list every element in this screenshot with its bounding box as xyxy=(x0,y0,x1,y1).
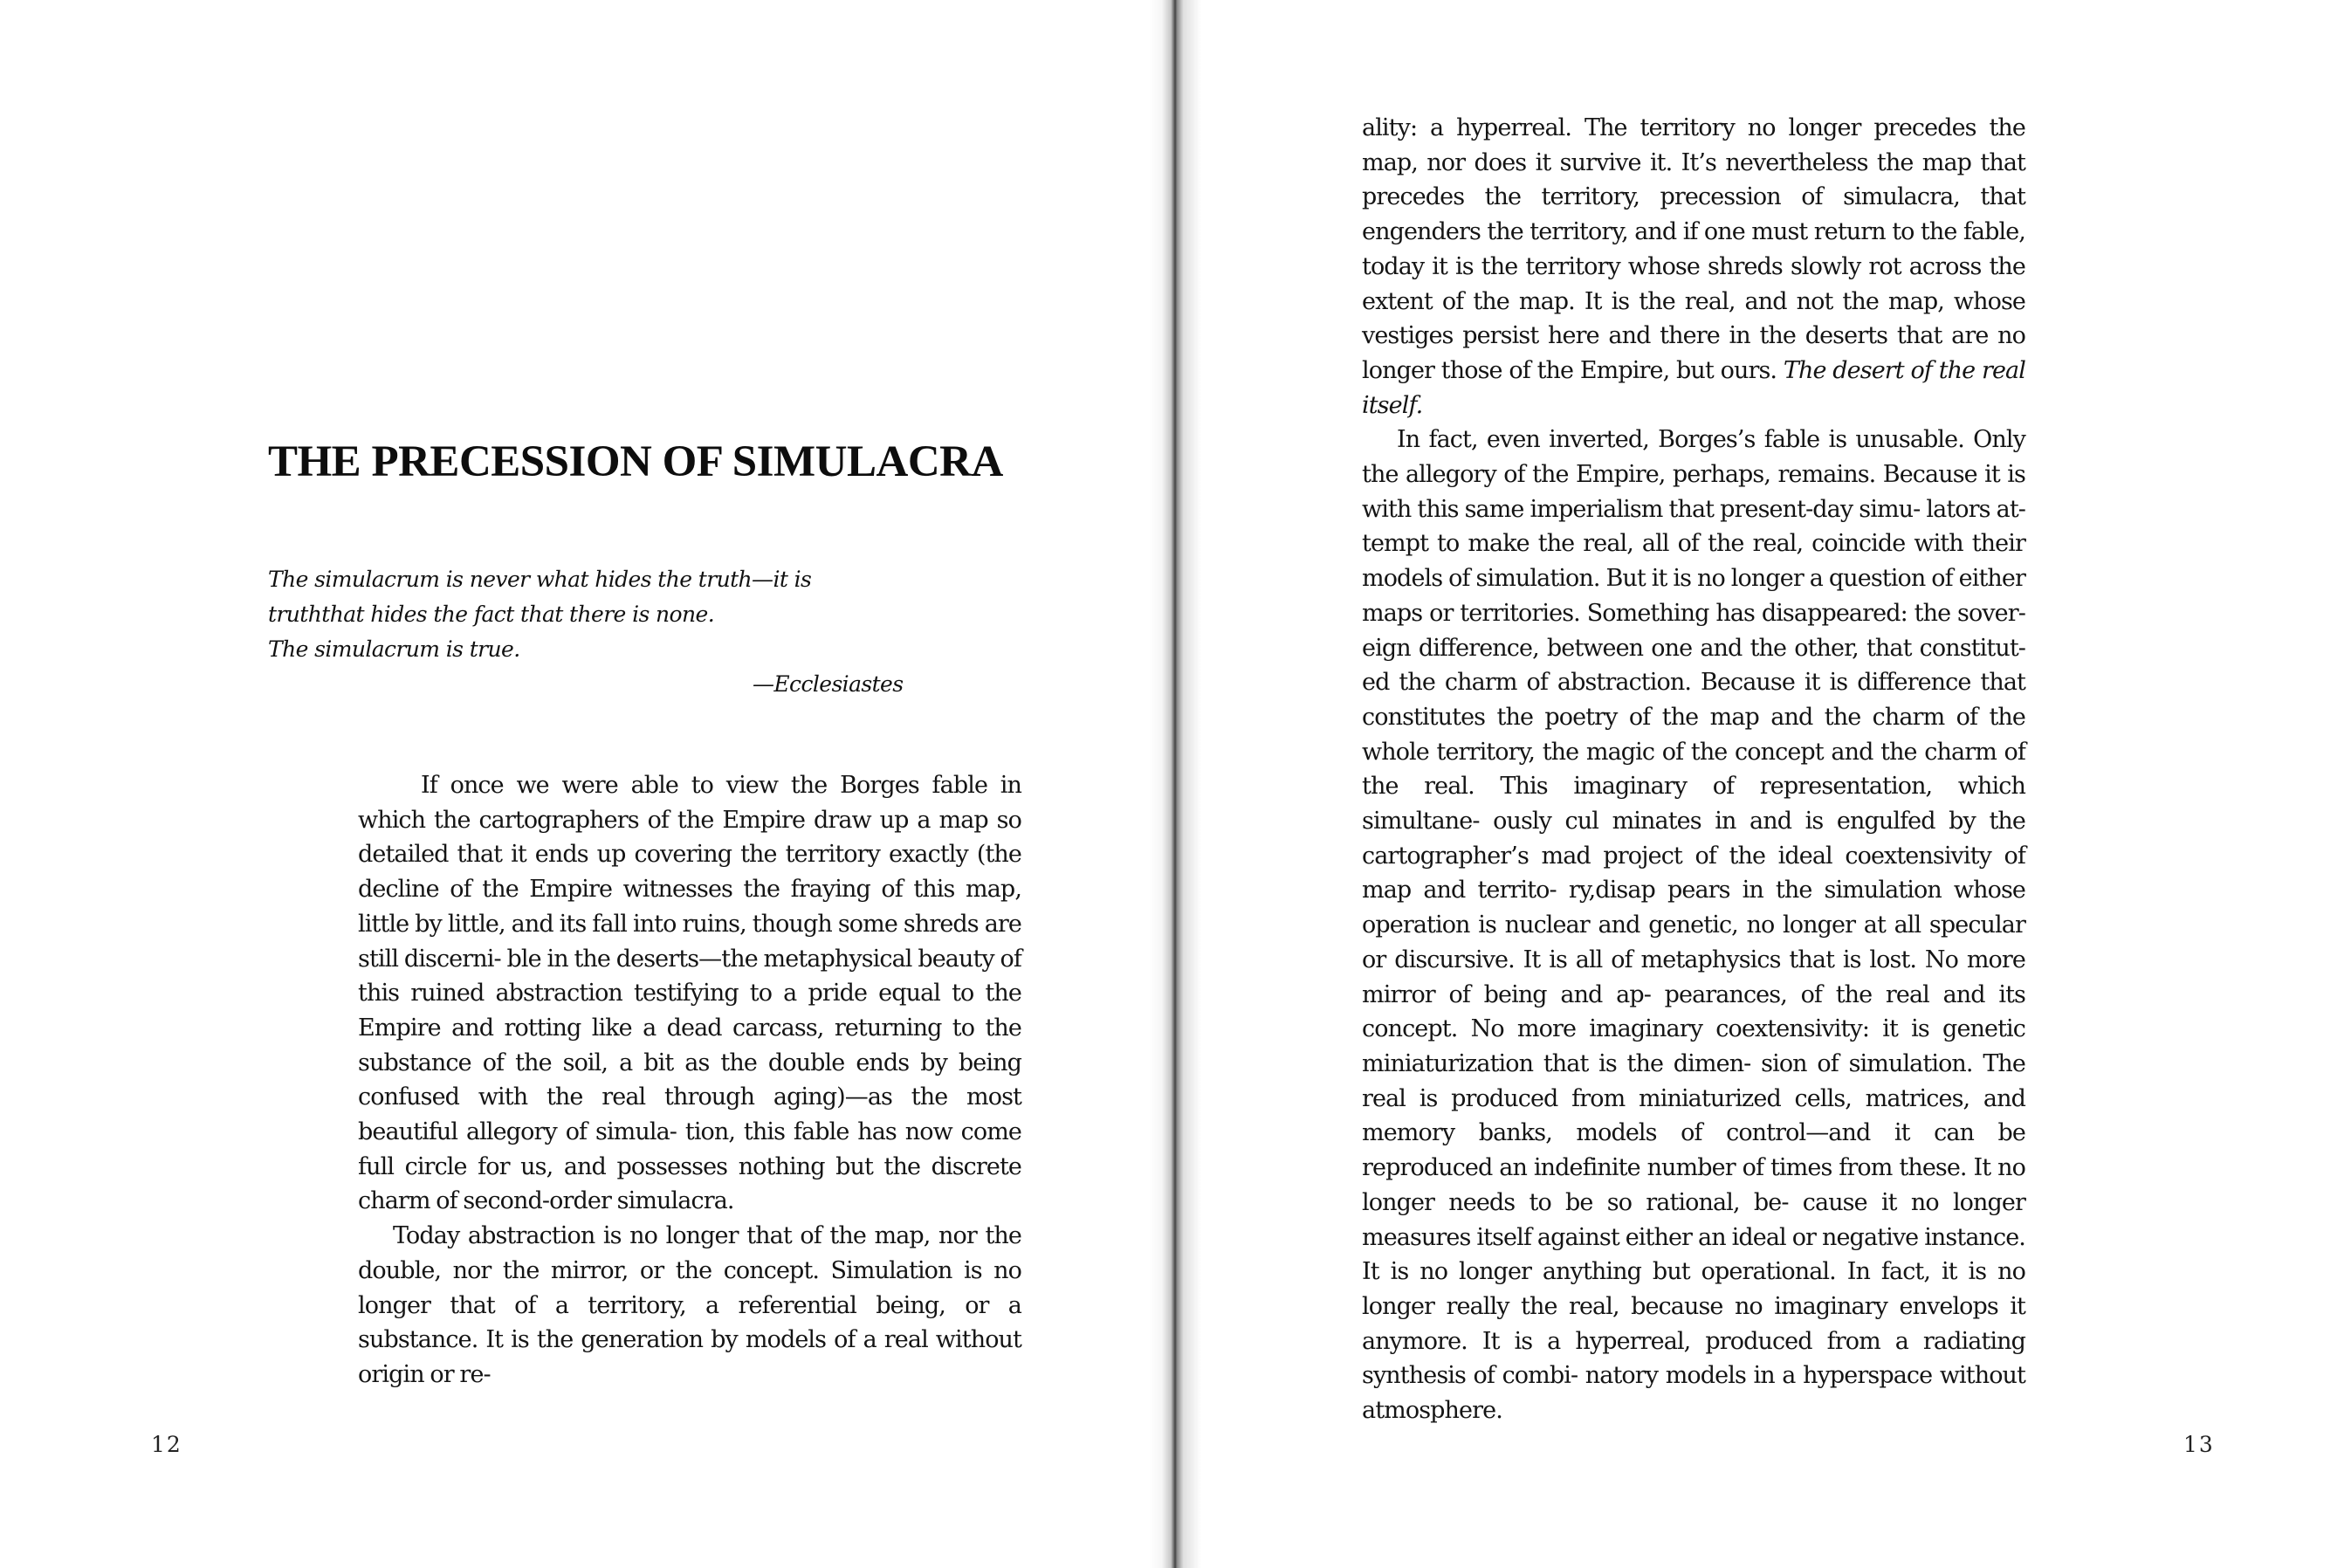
paragraph xyxy=(1362,111,2025,423)
paragraph-text: ality: a hyperreal. The territory no longer precedes the map, nor does it survive it. It’s nevertheless the map that precedes the territory, precession of simulacra, that engenders the territory, and if one must return to the fable, today it is the territory whose shreds slowly rot across the extent of the map. It is the real, and not the map, whose vestiges persist here and there in the deserts that are no longer those of the Empire, but ours. xyxy=(1362,114,2025,384)
left-page xyxy=(0,0,1175,1568)
epigraph-line: The simulacrum is never what hides the truth—it is xyxy=(268,567,812,592)
chapter-title: THE PRECESSION OF SIMULACRA xyxy=(268,437,1003,486)
epigraph-line: The simulacrum is true. xyxy=(268,636,520,662)
paragraph: If once we were able to view the Borges fable in which the cartographers of the Empire draw up a map so detailed that it ends up covering the territory exactly (the decline of the Empire witnesses the fraying of this map, little by little, and its fall into ruins, though some shreds are still discerni- ble in the deserts—the metaphysical beauty of this ruined abstraction testifying to a pride equal to the Empire and rotting like a dead carcass, returning to the substance of the soil, a bit as the double ends by being confused with the real through aging)—as the most beautiful allegory of simula- tion, this fable has now come full circle for us, and possesses nothing but the discrete charm of second-order simulacra. xyxy=(358,772,1021,1215)
epigraph-line: truththat hides the fact that there is none. xyxy=(268,602,715,627)
epigraph-attribution: —Ecclesiastes xyxy=(753,671,904,697)
page-number-right: 13 xyxy=(2183,1432,2215,1457)
italic-emphasis: The desert of the real itself. xyxy=(1362,356,2025,419)
page-number-left: 12 xyxy=(151,1432,182,1457)
right-body-text xyxy=(1362,111,2025,1428)
epigraph xyxy=(268,562,904,702)
left-body-text xyxy=(358,768,1021,1393)
paragraph: Today abstraction is no longer that of the map, nor the double, nor the mirror, or the concept. Simulation is no longer that of a territory, a referential being, or a substance. It is the generation by models of a real without origin or re- xyxy=(358,1222,1021,1388)
paragraph: In fact, even inverted, Borges’s fable is unusable. Only the allegory of the Empire, perhaps, remains. Because it is with this same imperialism that present-day simu- lators at- tempt to make the real, all of the real, coincide with their models of simulation. But it is no longer a question of either maps or territories. Something has disappeared: the sover- eign difference, between one and the other, that constitut- ed the charm of abstraction. Because it is difference that constitutes the poetry of the map and the charm of the whole territory, the magic of the concept and the charm of the real. This imaginary of representation, which simultane- ously cul minates in and is engulfed by the cartographer’s mad project of the ideal coextensivity of map and territo- ry,disap pears in the simulation whose operation is nuclear and genetic, no longer at all specular or discursive. It is all of metaphysics that is lost. No more mirror of being and ap- pearances, of the real and its concept. No more imaginary coextensivity: it is genetic miniaturization that is the dimen- sion of simulation. The real is produced from miniaturized cells, matrices, and memory banks, models of control—and it can be reproduced an indefinite number of times from these. It no longer needs to be so rational, be- cause it no longer measures itself against either an ideal or negative instance. It is no longer anything but operational. In fact, it is no longer really the real, because no imaginary envelops it anymore. It is a hyperreal, produced from a radiating synthesis of combi- natory models in a hyperspace without atmosphere. xyxy=(1362,426,2025,1425)
